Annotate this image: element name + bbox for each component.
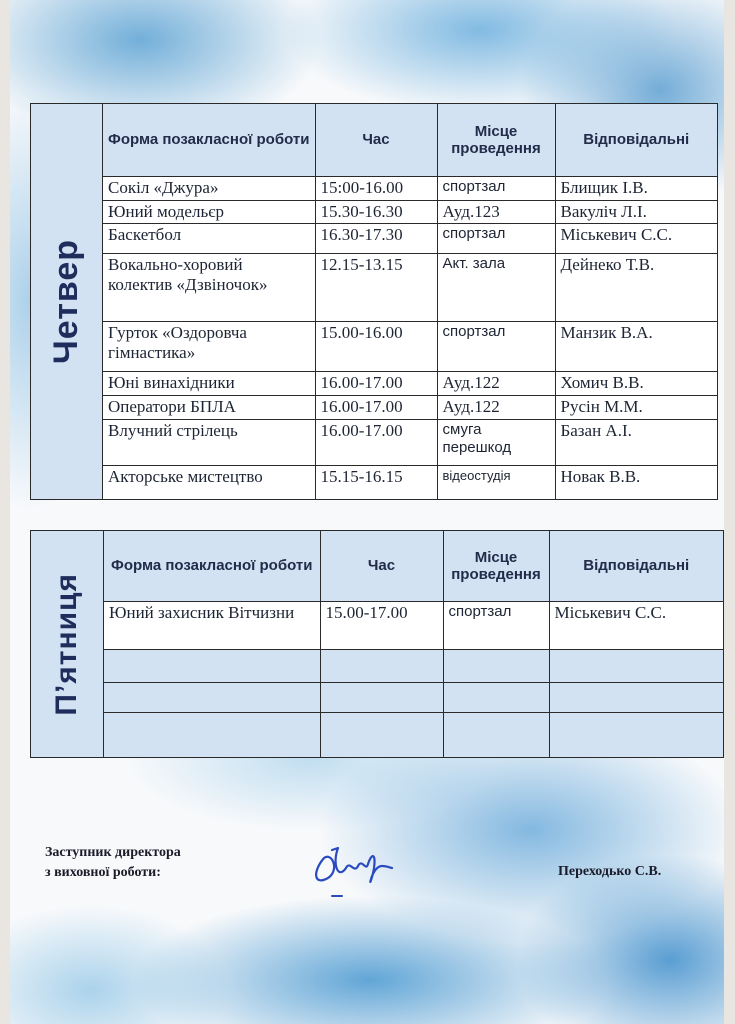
empty-cell — [320, 650, 443, 682]
signatory-position — [45, 843, 181, 883]
empty-cell — [104, 682, 320, 712]
responsible-cell: Міськевич С.С. — [555, 223, 717, 253]
handwritten-signature — [302, 828, 412, 908]
table-row — [104, 712, 723, 757]
place-cell: Акт. зала — [437, 253, 555, 321]
place-cell: смуга перешкод — [437, 419, 555, 465]
header-activity: Форма позакласної роботи — [104, 531, 320, 601]
time-cell: 15.00-16.00 — [315, 321, 437, 371]
header-activity: Форма позакласної роботи — [103, 104, 315, 176]
empty-cell — [549, 712, 723, 757]
activity-cell: Баскетбол — [103, 223, 315, 253]
friday-table — [104, 531, 723, 757]
responsible-cell: Новак В.В. — [555, 465, 717, 500]
thursday-schedule — [30, 103, 718, 500]
empty-cell — [104, 650, 320, 682]
activity-cell: Оператори БПЛА — [103, 395, 315, 419]
place-cell: Ауд.122 — [437, 395, 555, 419]
header-place: Місце проведення — [437, 104, 555, 176]
table-row — [104, 650, 723, 682]
thursday-day-column — [31, 104, 103, 499]
empty-cell — [443, 712, 549, 757]
table-row — [103, 253, 717, 321]
place-cell: спортзал — [437, 321, 555, 371]
empty-cell — [549, 650, 723, 682]
empty-cell — [320, 682, 443, 712]
empty-cell — [549, 682, 723, 712]
empty-cell — [104, 712, 320, 757]
signatory-name: Переходько С.В. — [558, 864, 662, 879]
time-cell: 16.00-17.00 — [315, 395, 437, 419]
header-responsible: Відповідальні — [555, 104, 717, 176]
table-row — [103, 371, 717, 395]
time-cell: 16.00-17.00 — [315, 371, 437, 395]
empty-cell — [443, 650, 549, 682]
table-row — [103, 321, 717, 371]
friday-day-label: П’ятниця — [50, 572, 83, 716]
header-responsible: Відповідальні — [549, 531, 723, 601]
activity-cell: Сокіл «Джура» — [103, 176, 315, 200]
table-row — [103, 200, 717, 223]
time-cell: 16.30-17.30 — [315, 223, 437, 253]
friday-day-column — [31, 531, 104, 757]
header-time: Час — [315, 104, 437, 176]
thursday-day-label: Четвер — [47, 238, 85, 365]
table-row — [103, 223, 717, 253]
responsible-cell: Русін М.М. — [555, 395, 717, 419]
place-cell: Ауд.123 — [437, 200, 555, 223]
responsible-cell: Базан А.І. — [555, 419, 717, 465]
table-row — [103, 419, 717, 465]
time-cell: 16.00-17.00 — [315, 419, 437, 465]
friday-schedule — [30, 530, 724, 758]
place-cell: Ауд.122 — [437, 371, 555, 395]
activity-cell: Акторське мистецтво — [103, 465, 315, 500]
place-cell: спортзал — [437, 223, 555, 253]
responsible-cell: Вакуліч Л.І. — [555, 200, 717, 223]
responsible-cell: Міськевич С.С. — [549, 601, 723, 650]
activity-cell: Юні винахідники — [103, 371, 315, 395]
position-line-1: Заступник директора — [45, 845, 181, 860]
activity-cell: Вокально-хоровий колектив «Дзвіночок» — [103, 253, 315, 321]
place-cell: відеостудія — [437, 465, 555, 500]
place-cell: спортзал — [443, 601, 549, 650]
responsible-cell: Хомич В.В. — [555, 371, 717, 395]
empty-cell — [443, 682, 549, 712]
activity-cell: Влучний стрілець — [103, 419, 315, 465]
time-cell: 15.15-16.15 — [315, 465, 437, 500]
header-time: Час — [320, 531, 443, 601]
table-row — [104, 682, 723, 712]
position-line-2: з виховної роботи: — [45, 865, 161, 880]
table-row — [103, 176, 717, 200]
table-row — [103, 465, 717, 500]
document-page — [10, 0, 724, 1024]
time-cell: 15.00-17.00 — [320, 601, 443, 650]
responsible-cell: Блищик І.В. — [555, 176, 717, 200]
header-place: Місце проведення — [443, 531, 549, 601]
time-cell: 15:00-16.00 — [315, 176, 437, 200]
table-header-row — [104, 531, 723, 601]
table-row — [103, 395, 717, 419]
empty-cell — [320, 712, 443, 757]
thursday-table — [103, 104, 717, 500]
time-cell: 15.30-16.30 — [315, 200, 437, 223]
table-row — [104, 601, 723, 650]
activity-cell: Юний модельєр — [103, 200, 315, 223]
time-cell: 12.15-13.15 — [315, 253, 437, 321]
activity-cell: Гурток «Оздоровча гімнастика» — [103, 321, 315, 371]
responsible-cell: Дейнеко Т.В. — [555, 253, 717, 321]
responsible-cell: Манзик В.А. — [555, 321, 717, 371]
table-header-row — [103, 104, 717, 176]
place-cell: спортзал — [437, 176, 555, 200]
activity-cell: Юний захисник Вітчизни — [104, 601, 320, 650]
